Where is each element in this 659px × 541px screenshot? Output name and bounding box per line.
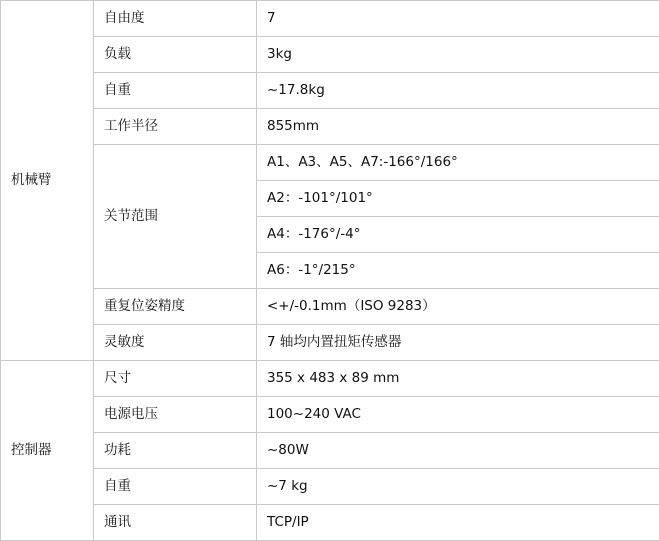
row-value: 7 轴均内置扭矩传感器 [257,325,659,361]
table-row [1,1,659,37]
table-row [1,325,659,361]
row-value: TCP/IP [257,505,659,541]
row-label: 重复位姿精度 [94,289,257,325]
row-label: 自重 [94,469,257,505]
row-label: 自重 [94,73,257,109]
group-label-arm: 机械臂 [1,1,94,361]
row-value: 855mm [257,109,659,145]
row-label: 负载 [94,37,257,73]
table-row [1,145,659,181]
table-body [1,1,659,541]
row-label: 尺寸 [94,361,257,397]
table-row [1,73,659,109]
row-value: 355 x 483 x 89 mm [257,361,659,397]
table-row [1,397,659,433]
table-row [1,37,659,73]
table-row [1,361,659,397]
row-label: 工作半径 [94,109,257,145]
table-row [1,505,659,541]
row-value: A4：-176°/-4° [257,217,659,253]
row-value: 3kg [257,37,659,73]
row-value: ~7 kg [257,469,659,505]
row-label-joint-range: 关节范围 [94,145,257,289]
row-value: ~17.8kg [257,73,659,109]
row-value: ~80W [257,433,659,469]
row-label: 电源电压 [94,397,257,433]
table-row [1,433,659,469]
row-label: 自由度 [94,1,257,37]
row-label: 灵敏度 [94,325,257,361]
table-row [1,289,659,325]
table-row [1,109,659,145]
row-label: 功耗 [94,433,257,469]
table-row [1,469,659,505]
row-value: 7 [257,1,659,37]
row-value: <+/-0.1mm（ISO 9283） [257,289,659,325]
row-value: 100~240 VAC [257,397,659,433]
row-value: A1、A3、A5、A7:-166°/166° [257,145,659,181]
group-label-controller: 控制器 [1,361,94,541]
row-value: A6：-1°/215° [257,253,659,289]
row-label: 通讯 [94,505,257,541]
row-value: A2：-101°/101° [257,181,659,217]
